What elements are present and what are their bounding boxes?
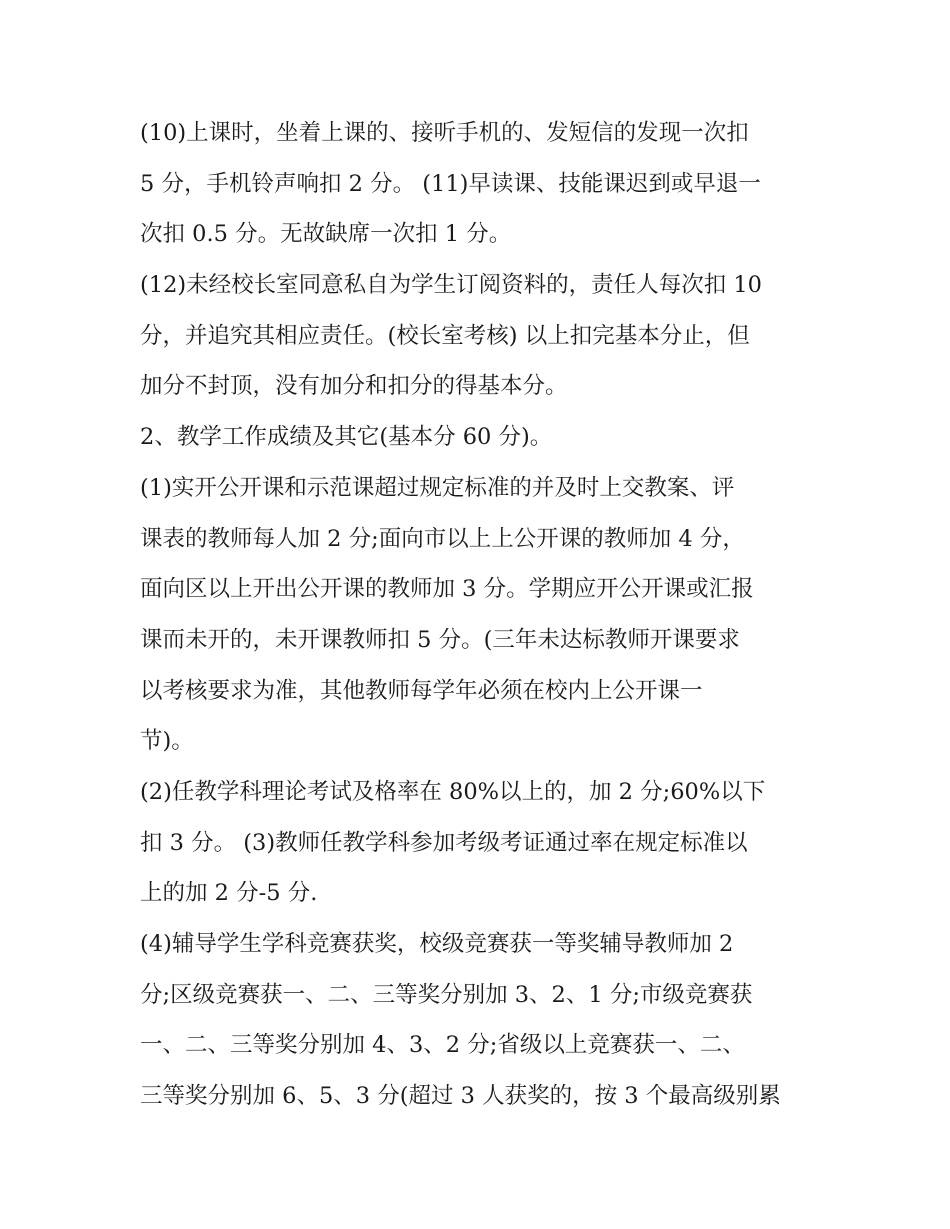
text-line-19: 一、二、三等奖分别加 4、3、2 分;省级以上竞赛获一、二、 [140, 1032, 745, 1059]
text-line-18: 分;区级竞赛获一、二、三等奖分别加 3、2、1 分;市级竞赛获 [140, 981, 753, 1008]
text-line-12: 以考核要求为准，其他教师每学年必须在校内上公开课一 [140, 677, 703, 704]
text-line-15: 扣 3 分。 (3)教师任教学科参加考级考证通过率在规定标准以 [140, 829, 748, 856]
text-line-14: (2)任教学科理论考试及格率在 80%以上的，加 2 分;60%以下 [140, 778, 766, 805]
text-line-11: 课而未开的，未开课教师扣 5 分。(三年未达标教师开课要求 [140, 626, 740, 653]
text-line-8: (1)实开公开课和示范课超过规定标准的并及时上交教案、评 [140, 474, 735, 501]
text-line-20: 三等奖分别加 6、5、3 分(超过 3 人获奖的，按 3 个最高级别累 [140, 1083, 781, 1110]
text-line-13: 节)。 [140, 728, 194, 755]
text-line-6: 加分不封顶，没有加分和扣分的得基本分。 [140, 373, 568, 400]
document-body [140, 108, 820, 1122]
text-line-9: 课表的教师每人加 2 分;面向市以上上公开课的教师加 4 分， [140, 525, 745, 552]
text-line-17: (4)辅导学生学科竞赛获奖，校级竞赛获一等奖辅导教师加 2 [140, 931, 734, 957]
text-line-7: 2、教学工作成绩及其它(基本分 60 分)。 [140, 424, 553, 451]
text-line-4: (12)未经校长室同意私自为学生订阅资料的，责任人每次扣 10 [140, 272, 762, 299]
text-line-3: 次扣 0.5 分。无故缺席一次扣 1 分。 [140, 221, 512, 248]
text-line-2: 5 分，手机铃声响扣 2 分。 (11)早读课、技能课迟到或早退一 [140, 170, 761, 197]
text-line-16: 上的加 2 分-5 分. [140, 880, 318, 907]
text-line-1: (10)上课时，坐着上课的、接听手机的、发短信的发现一次扣 [140, 120, 749, 146]
text-line-5: 分，并追究其相应责任。(校长室考核) 以上扣完基本分止，但 [140, 322, 750, 349]
text-line-10: 面向区以上开出公开课的教师加 3 分。学期应开公开课或汇报 [140, 576, 754, 603]
